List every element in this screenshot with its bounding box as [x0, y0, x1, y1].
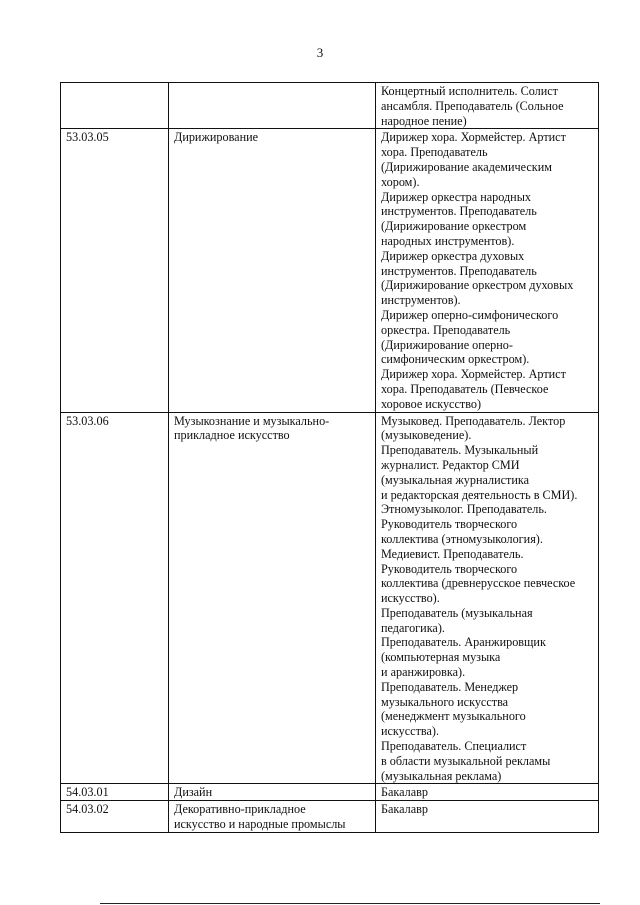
table-row — [61, 129, 599, 412]
qualification-cell — [376, 784, 599, 801]
qualification-line: (музыковедение). — [381, 428, 472, 443]
qualification-line: Преподаватель. Аранжировщик — [381, 635, 546, 650]
qualification-line: коллектива (этномузыкология). — [381, 531, 543, 546]
table-row — [61, 801, 599, 833]
qualification-line: (Дирижирование оркестром духовых — [381, 278, 574, 293]
qualification-line: ансамбля. Преподаватель (Сольное — [381, 98, 564, 113]
qualification-line: (Дирижирование оперно- — [381, 337, 513, 352]
qualification-line: Дирижер хора. Хормейстер. Артист — [381, 130, 566, 145]
qualification-line: и аранжировка). — [381, 665, 466, 680]
qualification-line: в области музыкальной рекламы — [381, 753, 551, 768]
table-row — [61, 784, 599, 801]
qualification-line: (Дирижирование оркестром — [381, 219, 527, 234]
qualification-line: Бакалавр — [381, 802, 429, 817]
table-row — [61, 412, 599, 784]
specialties-table — [60, 82, 599, 833]
qualification-line: Преподаватель. Музыкальный — [381, 443, 539, 458]
qualification-line: Концертный исполнитель. Солист — [381, 84, 558, 98]
qualification-line: Этномузыколог. Преподаватель. — [381, 502, 547, 517]
qualification-line: хора. Преподаватель (Певческое — [381, 381, 549, 396]
specialty-name-cell — [169, 129, 376, 412]
qualification-line: журналист. Редактор СМИ — [381, 457, 520, 472]
qualification-cell — [376, 83, 599, 129]
specialty-code-cell: 53.03.06 — [61, 412, 169, 784]
qualification-line: (Дирижирование академическим — [381, 159, 552, 174]
qualification-line: хором). — [381, 174, 420, 189]
qualification-line: Преподаватель. Специалист — [381, 739, 527, 754]
specialty-name-line: Дирижирование — [174, 130, 259, 145]
qualification-line: (музыкальная журналистика — [381, 472, 529, 487]
qualification-line: Музыковед. Преподаватель. Лектор — [381, 413, 566, 428]
qualification-line: Дирижер оркестра народных — [381, 189, 531, 204]
specialty-code-cell: 54.03.01 — [61, 784, 169, 801]
qualification-line: педагогика). — [381, 620, 445, 635]
qualification-line: Дирижер оперно-симфонического — [381, 307, 559, 322]
specialty-name-cell — [169, 83, 376, 129]
specialty-code-cell: 54.03.02 — [61, 801, 169, 833]
specialty-name-cell — [169, 801, 376, 833]
specialty-name-line: прикладное искусство — [174, 428, 290, 443]
qualification-line: хора. Преподаватель — [381, 145, 488, 160]
page-number: 3 — [316, 45, 324, 60]
qualification-line: Дирижер хора. Хормейстер. Артист — [381, 367, 566, 382]
specialty-name-line: Декоративно-прикладное — [174, 802, 306, 817]
qualification-line: инструментов). — [381, 293, 461, 308]
qualification-line: Преподаватель (музыкальная — [381, 605, 533, 620]
qualification-line: оркестра. Преподаватель — [381, 322, 511, 337]
qualification-line: искусство). — [381, 591, 440, 606]
qualification-line: хоровое искусство) — [381, 396, 482, 411]
specialty-name-line: Дизайн — [174, 785, 213, 800]
qualification-line: (менеджмент музыкального — [381, 709, 526, 724]
qualification-line: музыкального искусства — [381, 694, 509, 709]
specialty-name-cell — [169, 412, 376, 784]
qualification-line: (компьютерная музыка — [381, 650, 501, 665]
qualification-line: народное пение) — [381, 113, 467, 128]
qualification-line: Бакалавр — [381, 785, 429, 800]
qualification-line: Руководитель творческого — [381, 561, 518, 576]
qualification-line: инструментов. Преподаватель — [381, 263, 537, 278]
qualification-cell — [376, 129, 599, 412]
qualification-line: Руководитель творческого — [381, 517, 518, 532]
specialty-name-cell — [169, 784, 376, 801]
qualification-line: коллектива (древнерусское певческое — [381, 576, 576, 591]
qualification-line: симфоническим оркестром). — [381, 352, 530, 367]
specialty-code-cell: 53.03.05 — [61, 129, 169, 412]
qualification-line: народных инструментов). — [381, 233, 515, 248]
qualification-line: Дирижер оркестра духовых — [381, 248, 525, 263]
qualification-cell — [376, 801, 599, 833]
page-bottom-rule — [100, 903, 600, 904]
qualification-line: Преподаватель. Менеджер — [381, 679, 519, 694]
qualification-cell — [376, 412, 599, 784]
qualification-line: искусства). — [381, 724, 440, 739]
specialty-name-line: искусство и народные промыслы — [174, 817, 346, 832]
qualification-line: и редакторская деятельность в СМИ). — [381, 487, 578, 502]
specialty-code-cell — [61, 83, 169, 129]
table-row — [61, 83, 599, 129]
qualification-line: Медиевист. Преподаватель. — [381, 546, 524, 561]
specialty-name-line: Музыкознание и музыкально- — [174, 413, 330, 428]
qualification-line: инструментов. Преподаватель — [381, 204, 537, 219]
qualification-line: (музыкальная реклама) — [381, 768, 502, 783]
